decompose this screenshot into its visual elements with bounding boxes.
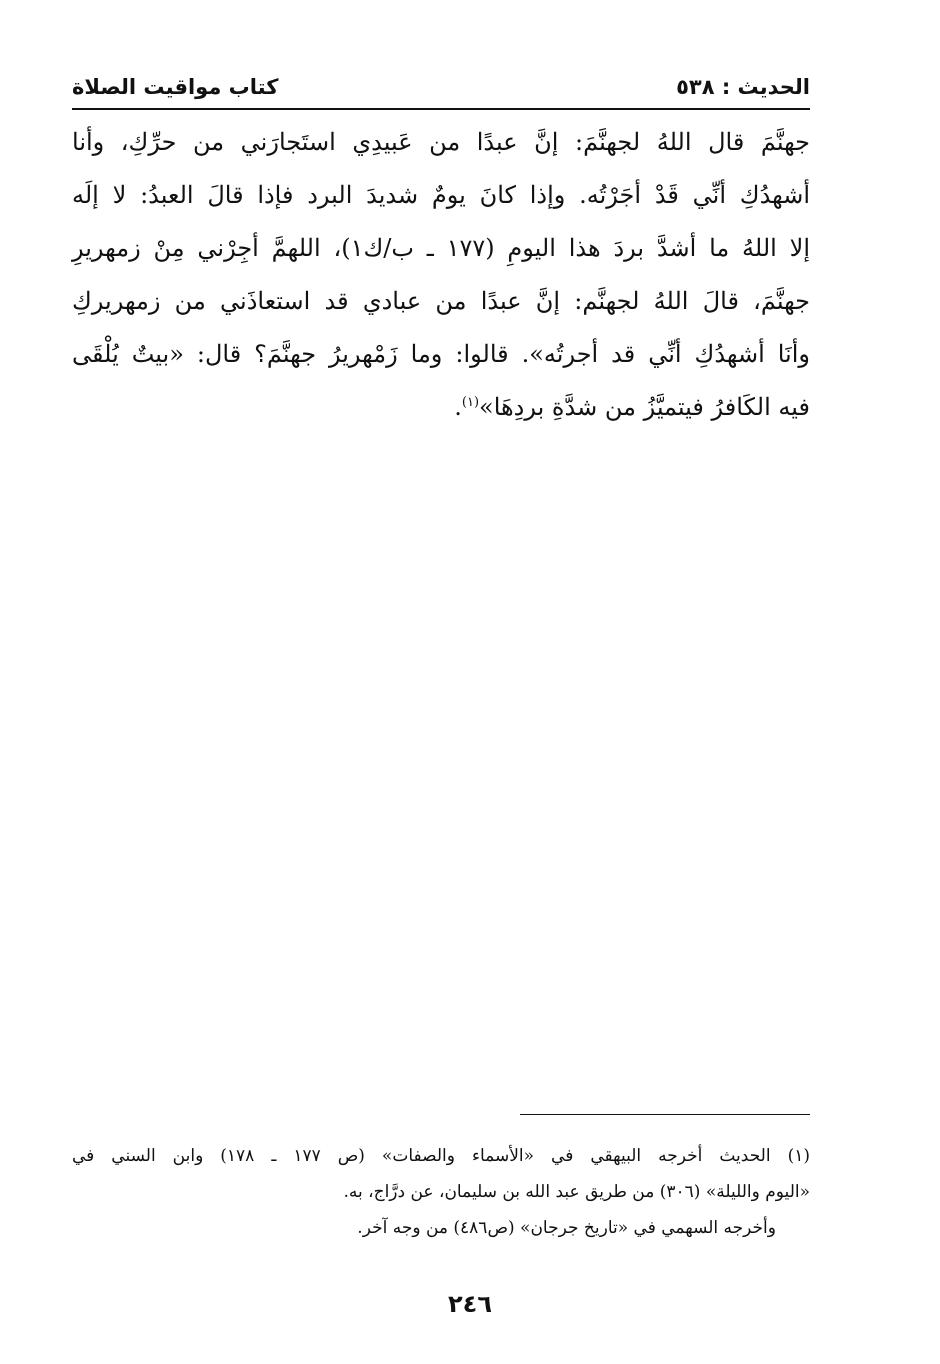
text-line-2: أشهدُكِ أنِّي قَدْ أجَرْتُه. وإذا كانَ يومٌ شديدَ البرد فإذا قالَ العبدُ: لا إلَه [72,181,810,209]
main-text [72,116,810,434]
page-number: ٢٤٦ [448,1290,492,1318]
book-title: كتاب مواقيت الصلاة [72,75,279,99]
running-header [72,70,810,104]
text-line-6-content: فيه الكَافرُ فيتميَّزُ من شدَّةِ بردِهَا» [479,393,810,421]
text-line-1: جهنَّمَ قال اللهُ لجهنَّمَ: إنَّ عبدًا من عَبيدِي استَجارَني من حرِّكِ، وأنا [72,128,810,156]
text-line-3: إلا اللهُ ما أشدَّ بردَ هذا اليومِ (١٧٧ ـ ب/ك١)، اللهمَّ أجِرْني مِنْ زمهريرِ [72,234,811,262]
text-line-6-end: . [454,393,462,421]
footnote-divider [520,1114,810,1115]
footnotes [72,1138,810,1246]
text-line-5: وأنَا أشهدُكِ أنِّي قد أجرتُه». قالوا: وما زَمْهريرُ جهنَّمَ؟ قال: «بيتٌ يُلْقَى [72,340,810,368]
footnote-reference[interactable]: (١) [461,395,480,410]
header-divider [72,108,810,110]
footnote-line-1: (١) الحديث أخرجه البيهقي في «الأسماء والصفات» (ص ١٧٧ ـ ١٧٨) وابن السني في [72,1146,810,1166]
text-line-4: جهنَّمَ، قالَ اللهُ لجهنَّم: إنَّ عبدًا من عبادي قد استعاذَني من زمهريركِ [72,287,810,315]
hadith-number: الحديث : ٥٣٨ [676,75,810,99]
footnote-line-2: «اليوم والليلة» (٣٠٦) من طريق عبد الله بن سليمان، عن درَّاج، به. [343,1182,810,1202]
footnote-line-3: وأخرجه السهمي في «تاريخ جرجان» (ص٤٨٦) من وجه آخر. [357,1218,776,1238]
text-line-6 [72,381,810,434]
